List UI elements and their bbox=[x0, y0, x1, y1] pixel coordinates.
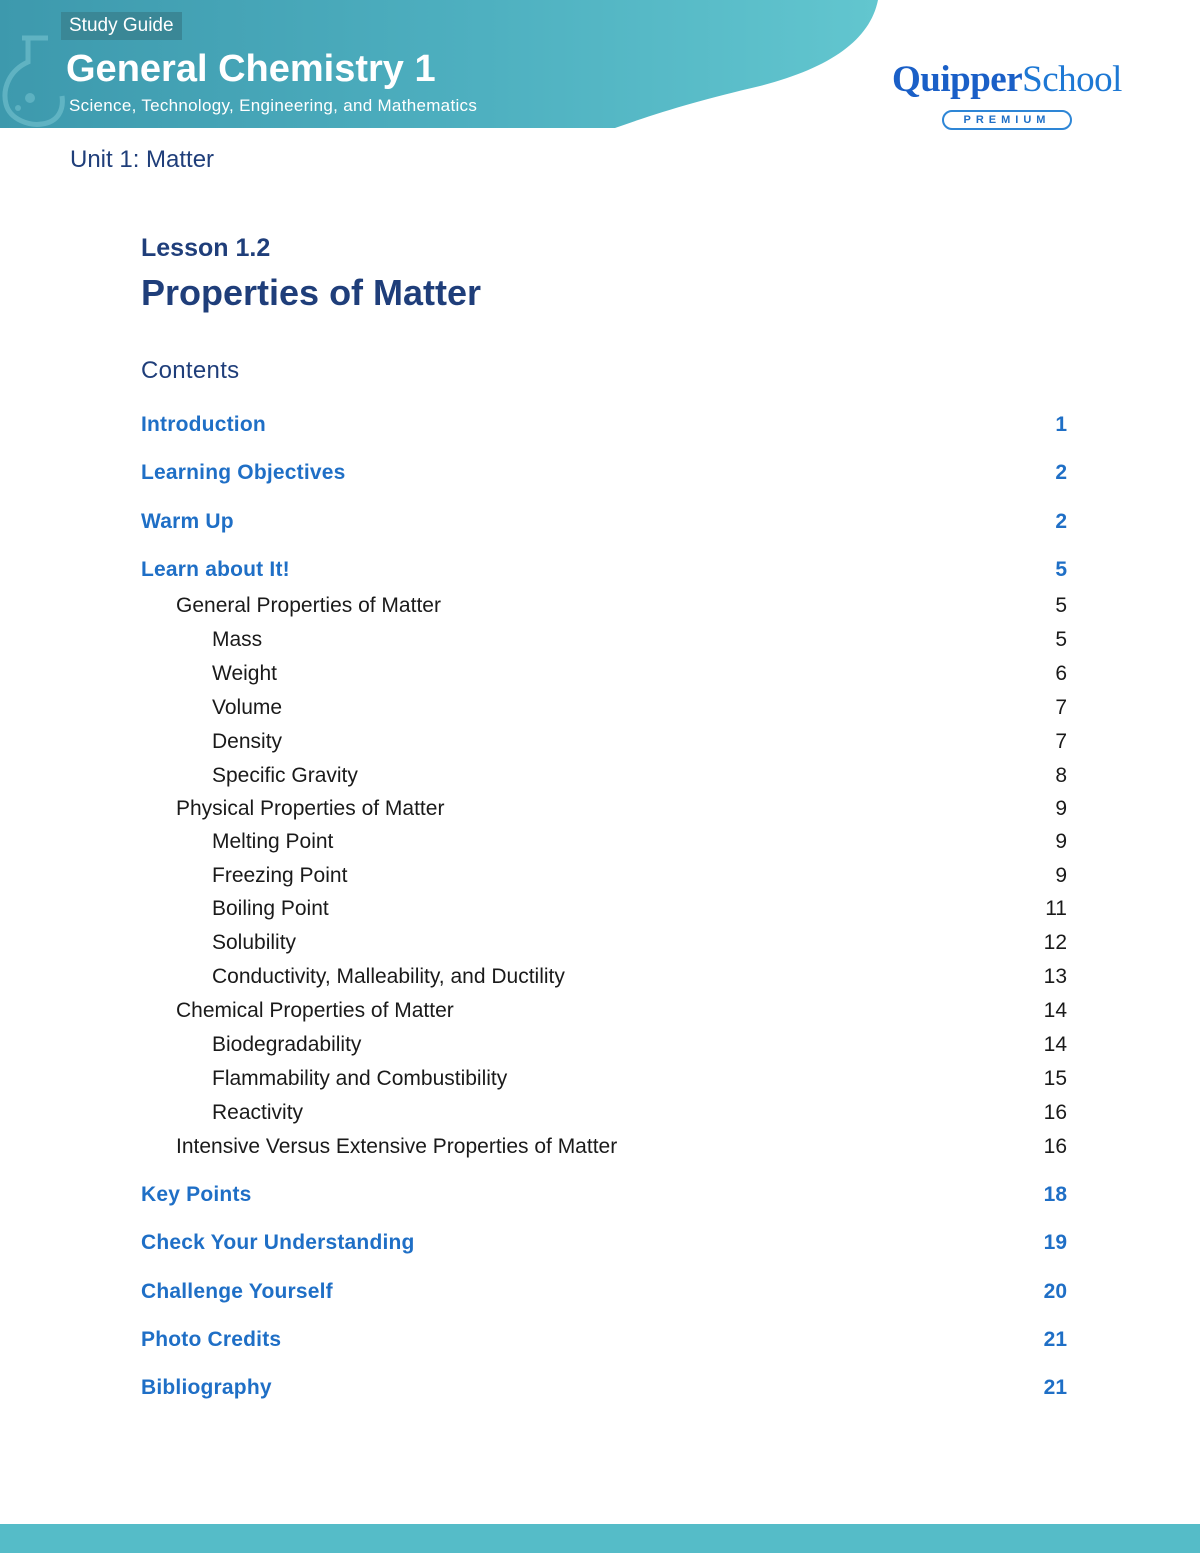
toc-subsection-link[interactable] bbox=[0, 1131, 1200, 1163]
toc-subsection-link[interactable] bbox=[0, 692, 1200, 724]
toc-entry-page-number: 5 bbox=[1055, 594, 1067, 617]
contents-heading: Contents bbox=[141, 357, 240, 384]
toc-entry-label: Warm Up bbox=[141, 510, 234, 533]
brand-tier-badge: PREMIUM bbox=[942, 110, 1072, 130]
toc-section-link[interactable] bbox=[0, 457, 1200, 489]
toc-section-link[interactable] bbox=[0, 506, 1200, 538]
toc-entry-page-number: 1 bbox=[1055, 413, 1067, 436]
toc-subsection-link[interactable] bbox=[0, 1097, 1200, 1129]
toc-entry-label: Key Points bbox=[141, 1183, 252, 1206]
toc-section-link[interactable] bbox=[0, 409, 1200, 441]
toc-section-link[interactable] bbox=[0, 554, 1200, 586]
toc-entry-label: Challenge Yourself bbox=[141, 1280, 333, 1303]
toc-subsection-link[interactable] bbox=[0, 658, 1200, 690]
lesson-title: Properties of Matter bbox=[141, 272, 482, 313]
toc-subsection-link[interactable] bbox=[0, 860, 1200, 892]
unit-title: Unit 1: Matter bbox=[70, 146, 215, 173]
toc-entry-label: Learn about It! bbox=[141, 558, 290, 581]
toc-entry-label: Weight bbox=[212, 662, 277, 685]
toc-entry-label: Intensive Versus Extensive Properties of Matter bbox=[176, 1135, 618, 1158]
toc-subsection-link[interactable] bbox=[0, 726, 1200, 758]
toc-entry-label: Check Your Understanding bbox=[141, 1231, 415, 1254]
toc-entry-label: General Properties of Matter bbox=[176, 594, 441, 617]
toc-entry-page-number: 7 bbox=[1055, 696, 1067, 719]
toc-entry-page-number: 21 bbox=[1043, 1328, 1067, 1351]
toc-entry-label: Learning Objectives bbox=[141, 461, 346, 484]
toc-subsection-link[interactable] bbox=[0, 590, 1200, 622]
toc-entry-page-number: 11 bbox=[1045, 897, 1067, 920]
toc-entry-page-number: 15 bbox=[1043, 1067, 1067, 1090]
toc-entry-page-number: 2 bbox=[1055, 510, 1067, 533]
toc-entry-label: Flammability and Combustibility bbox=[212, 1067, 508, 1090]
toc-subsection-link[interactable] bbox=[0, 826, 1200, 858]
toc-entry-page-number: 7 bbox=[1055, 730, 1067, 753]
toc-entry-page-number: 20 bbox=[1043, 1280, 1067, 1303]
toc-section-link[interactable] bbox=[0, 1276, 1200, 1308]
toc-section-link[interactable] bbox=[0, 1179, 1200, 1211]
brand-name-part1: Quipper bbox=[892, 59, 1023, 100]
toc-entry-page-number: 6 bbox=[1055, 662, 1067, 685]
toc-entry-page-number: 9 bbox=[1055, 864, 1067, 887]
toc-entry-page-number: 5 bbox=[1055, 628, 1067, 651]
toc-entry-label: Freezing Point bbox=[212, 864, 348, 887]
toc-entry-page-number: 16 bbox=[1043, 1101, 1067, 1124]
brand-logo bbox=[890, 58, 1140, 138]
toc-entry-page-number: 13 bbox=[1043, 965, 1067, 988]
toc-section-link[interactable] bbox=[0, 1372, 1200, 1404]
toc-subsection-link[interactable] bbox=[0, 1063, 1200, 1095]
toc-entry-label: Density bbox=[212, 730, 283, 753]
toc-entry-label: Mass bbox=[212, 628, 263, 651]
toc-entry-page-number: 8 bbox=[1055, 764, 1067, 787]
toc-entry-page-number: 21 bbox=[1043, 1376, 1067, 1399]
toc-entry-label: Reactivity bbox=[212, 1101, 304, 1124]
footer-bar bbox=[0, 1524, 1200, 1553]
toc-entry-label: Volume bbox=[212, 696, 283, 719]
toc-subsection-link[interactable] bbox=[0, 1029, 1200, 1061]
toc-entry-label: Boiling Point bbox=[212, 897, 329, 920]
toc-section-link[interactable] bbox=[0, 1227, 1200, 1259]
toc-entry-page-number: 9 bbox=[1055, 797, 1067, 820]
toc-entry-label: Chemical Properties of Matter bbox=[176, 999, 454, 1022]
toc-entry-page-number: 5 bbox=[1055, 558, 1067, 581]
toc-entry-page-number: 18 bbox=[1043, 1183, 1067, 1206]
toc-entry-page-number: 2 bbox=[1055, 461, 1067, 484]
toc-subsection-link[interactable] bbox=[0, 624, 1200, 656]
toc-entry-label: Conductivity, Malleability, and Ductility bbox=[212, 965, 565, 988]
flask-icon bbox=[0, 30, 70, 130]
toc-entry-page-number: 14 bbox=[1043, 1033, 1067, 1056]
toc-entry-page-number: 12 bbox=[1043, 931, 1067, 954]
course-title: General Chemistry 1 bbox=[66, 48, 436, 90]
toc-entry-page-number: 16 bbox=[1043, 1135, 1067, 1158]
toc-entry-page-number: 14 bbox=[1043, 999, 1067, 1022]
brand-name bbox=[892, 58, 1122, 102]
lesson-number: Lesson 1.2 bbox=[141, 234, 271, 262]
toc-subsection-link[interactable] bbox=[0, 793, 1200, 825]
toc-subsection-link[interactable] bbox=[0, 995, 1200, 1027]
toc-subsection-link[interactable] bbox=[0, 927, 1200, 959]
brand-name-part2: School bbox=[1022, 59, 1122, 100]
study-guide-badge: Study Guide bbox=[61, 12, 182, 40]
toc-entry-label: Bibliography bbox=[141, 1376, 272, 1399]
toc-subsection-link[interactable] bbox=[0, 893, 1200, 925]
toc-entry-label: Specific Gravity bbox=[212, 764, 358, 787]
toc-entry-label: Photo Credits bbox=[141, 1328, 282, 1351]
toc-section-link[interactable] bbox=[0, 1324, 1200, 1356]
toc-entry-page-number: 19 bbox=[1043, 1231, 1067, 1254]
toc-entry-label: Solubility bbox=[212, 931, 297, 954]
toc-entry-label: Melting Point bbox=[212, 830, 334, 853]
toc-entry-label: Physical Properties of Matter bbox=[176, 797, 445, 820]
toc-entry-label: Introduction bbox=[141, 413, 266, 436]
toc-entry-label: Biodegradability bbox=[212, 1033, 362, 1056]
course-subtitle: Science, Technology, Engineering, and Mathematics bbox=[69, 96, 478, 115]
toc-entry-page-number: 9 bbox=[1055, 830, 1067, 853]
toc-subsection-link[interactable] bbox=[0, 760, 1200, 792]
toc-subsection-link[interactable] bbox=[0, 961, 1200, 993]
